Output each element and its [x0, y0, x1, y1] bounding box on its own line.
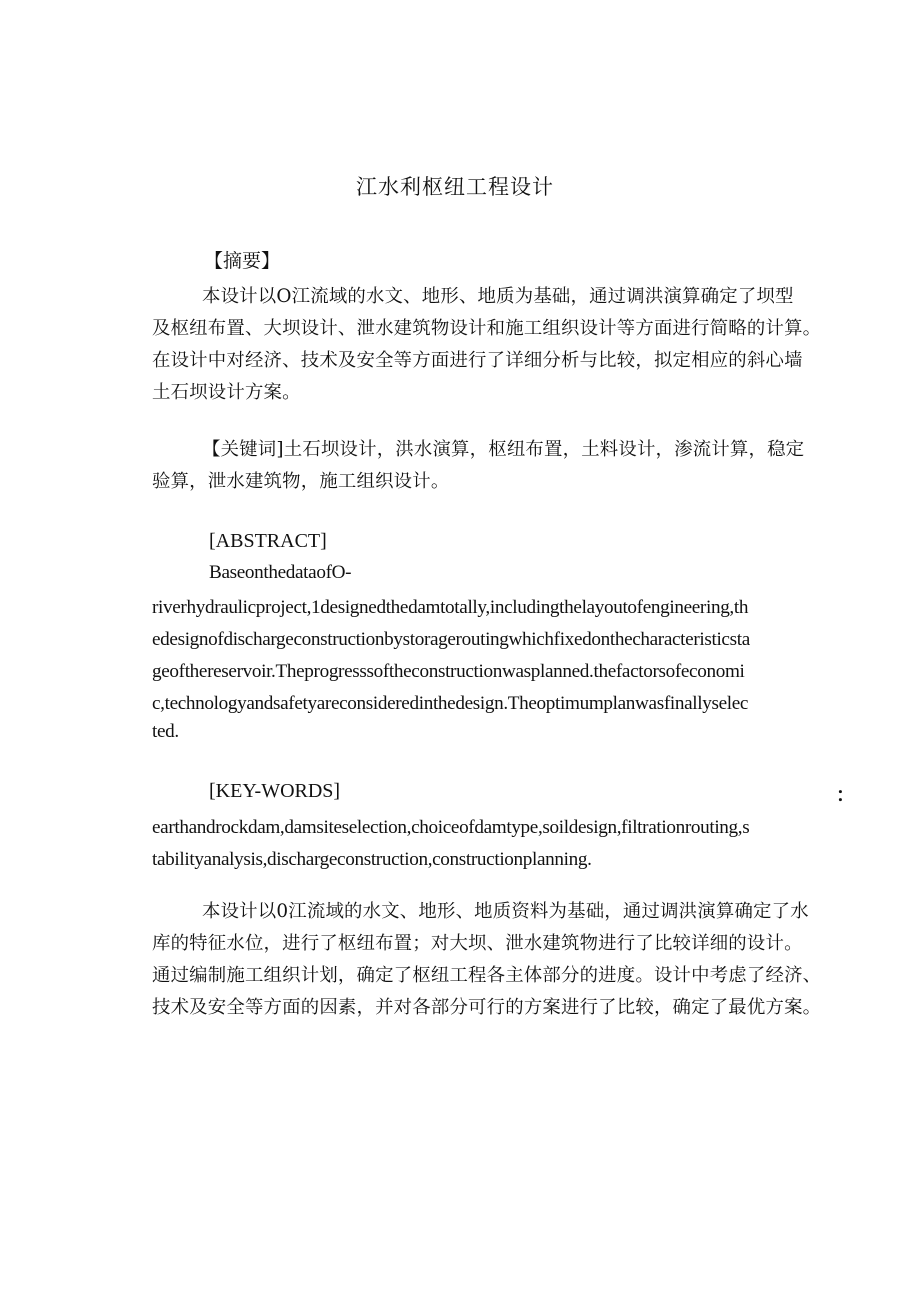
keywords-en-line-1: earthandrockdam,damsiteselection,choiceofdamtype,soildesign,filtrationrouting,s: [152, 817, 750, 838]
summary-cn-line-4: 技术及安全等方面的因素，并对各部分可行的方案进行了比较，确定了最优方案。: [152, 997, 822, 1018]
keywords-en-heading: [KEY-WORDS]: [209, 780, 341, 802]
abstract-en-line-2: riverhydraulicproject,1designedthedamtotally,includingthelayoutofengineering,th: [152, 597, 749, 618]
abstract-cn-line-1: 本设计以O江流域的水文、地形、地质为基础，通过调洪演算确定了坝型: [202, 286, 794, 307]
keywords-en-colon: ：: [836, 785, 856, 806]
summary-cn-line-3: 通过编制施工组织计划，确定了枢纽工程各主体部分的进度。设计中考虑了经济、: [152, 965, 822, 986]
abstract-en-line-6: ted.: [152, 721, 179, 742]
document-title: 江水利枢纽工程设计: [356, 175, 554, 199]
keywords-cn-line-2: 验算，泄水建筑物，施工组织设计。: [152, 471, 450, 492]
keywords-en-line-2: tabilityanalysis,dischargeconstruction,constructionplanning.: [152, 849, 592, 870]
abstract-cn-line-4: 土石坝设计方案。: [152, 382, 301, 403]
abstract-en-heading: [ABSTRACT]: [209, 530, 327, 552]
abstract-en-line-5: c,technologyandsafetyareconsideredinthedesign.Theoptimumplanwasfinallyselec: [152, 693, 749, 714]
summary-cn-line-2: 库的特征水位，进行了枢纽布置；对大坝、泄水建筑物进行了比较详细的设计。: [152, 933, 803, 954]
abstract-en-line-4: geofthereservoir.Theprogresssoftheconstructionwasplanned.thefactorsofeconomi: [152, 661, 745, 682]
abstract-cn-line-3: 在设计中对经济、技术及安全等方面进行了详细分析与比较，拟定相应的斜心墙: [152, 350, 803, 371]
keywords-cn-line-1: 【关键词]土石坝设计，洪水演算，枢纽布置，土料设计，渗流计算，稳定: [202, 439, 805, 460]
abstract-cn-line-2: 及枢纽布置、大坝设计、泄水建筑物设计和施工组织设计等方面进行简略的计算。: [152, 318, 822, 339]
summary-cn-line-1: 本设计以0江流域的水文、地形、地质资料为基础，通过调洪演算确定了水: [202, 901, 809, 922]
abstract-en-line-3: edesignofdischargeconstructionbystorageroutingwhichfixedonthecharacteristicsta: [152, 629, 750, 650]
abstract-cn-heading: 【摘要】: [204, 250, 281, 272]
abstract-en-line-1: BaseonthedataofO-: [209, 562, 352, 583]
